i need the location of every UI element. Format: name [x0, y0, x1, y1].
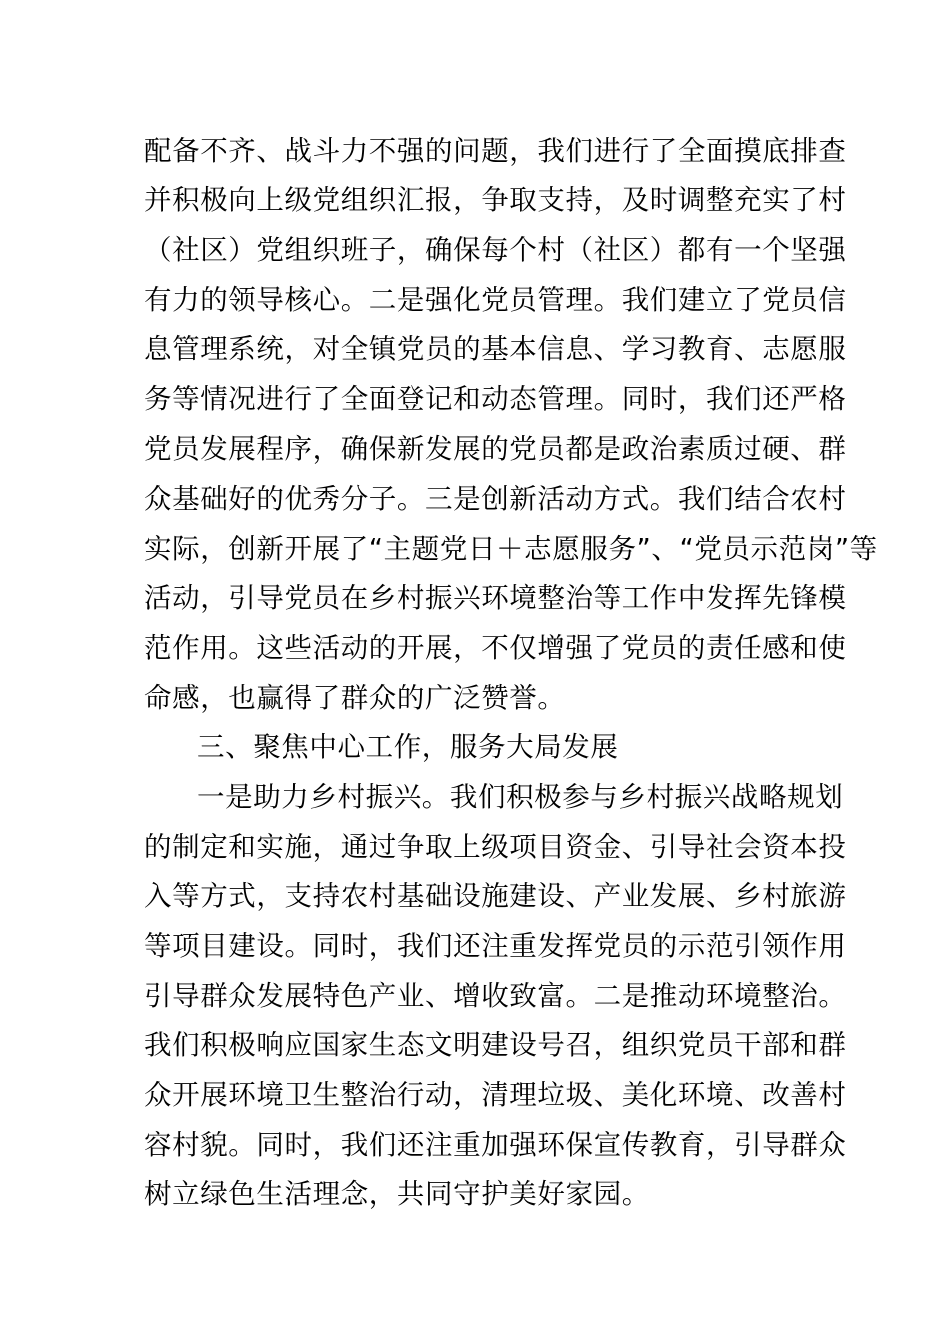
text-line: 实际，创新开展了“主题党日＋志愿服务”、“党员示范岗”等 — [144, 533, 878, 565]
text-line: 务等情况进行了全面登记和动态管理。同时，我们还严格 — [144, 383, 847, 415]
text-line: 入等方式，支持农村基础设施建设、产业发展、乡村旅游 — [144, 880, 847, 912]
text-line: 命感，也赢得了群众的广泛赞誉。 — [144, 682, 566, 714]
text-line: 有力的领导核心。二是强化党员管理。我们建立了党员信 — [144, 284, 847, 316]
section-heading: 三、聚焦中心工作，服务大局发展 — [197, 731, 619, 763]
text-line: 等项目建设。同时，我们还注重发挥党员的示范引领作用 — [144, 930, 847, 962]
text-line: 范作用。这些活动的开展，不仅增强了党员的责任感和使 — [144, 632, 847, 664]
text-line: 的制定和实施，通过争取上级项目资金、引导社会资本投 — [144, 831, 847, 863]
text-line: 我们积极响应国家生态文明建设号召，组织党员干部和群 — [144, 1029, 847, 1061]
text-line: 引导群众发展特色产业、增收致富。二是推动环境整治。 — [144, 980, 847, 1012]
text-line: 并积极向上级党组织汇报，争取支持，及时调整充实了村 — [144, 184, 847, 216]
text-line: 息管理系统，对全镇党员的基本信息、学习教育、志愿服 — [144, 333, 847, 365]
text-line: 众基础好的优秀分子。三是创新活动方式。我们结合农村 — [144, 483, 847, 515]
text-line: 众开展环境卫生整治行动，清理垃圾、美化环境、改善村 — [144, 1079, 847, 1111]
text-line: 容村貌。同时，我们还注重加强环保宣传教育，引导群众 — [144, 1129, 847, 1161]
text-line: 树立绿色生活理念，共同守护美好家园。 — [144, 1178, 650, 1210]
text-line: 活动，引导党员在乡村振兴环境整治等工作中发挥先锋模 — [144, 582, 847, 614]
text-line: 一是助力乡村振兴。我们积极参与乡村振兴战略规划 — [197, 781, 844, 813]
text-line: （社区）党组织班子，确保每个村（社区）都有一个坚强 — [144, 234, 847, 266]
text-line: 配备不齐、战斗力不强的问题，我们进行了全面摸底排查 — [144, 135, 847, 167]
text-line: 党员发展程序，确保新发展的党员都是政治素质过硬、群 — [144, 433, 847, 465]
